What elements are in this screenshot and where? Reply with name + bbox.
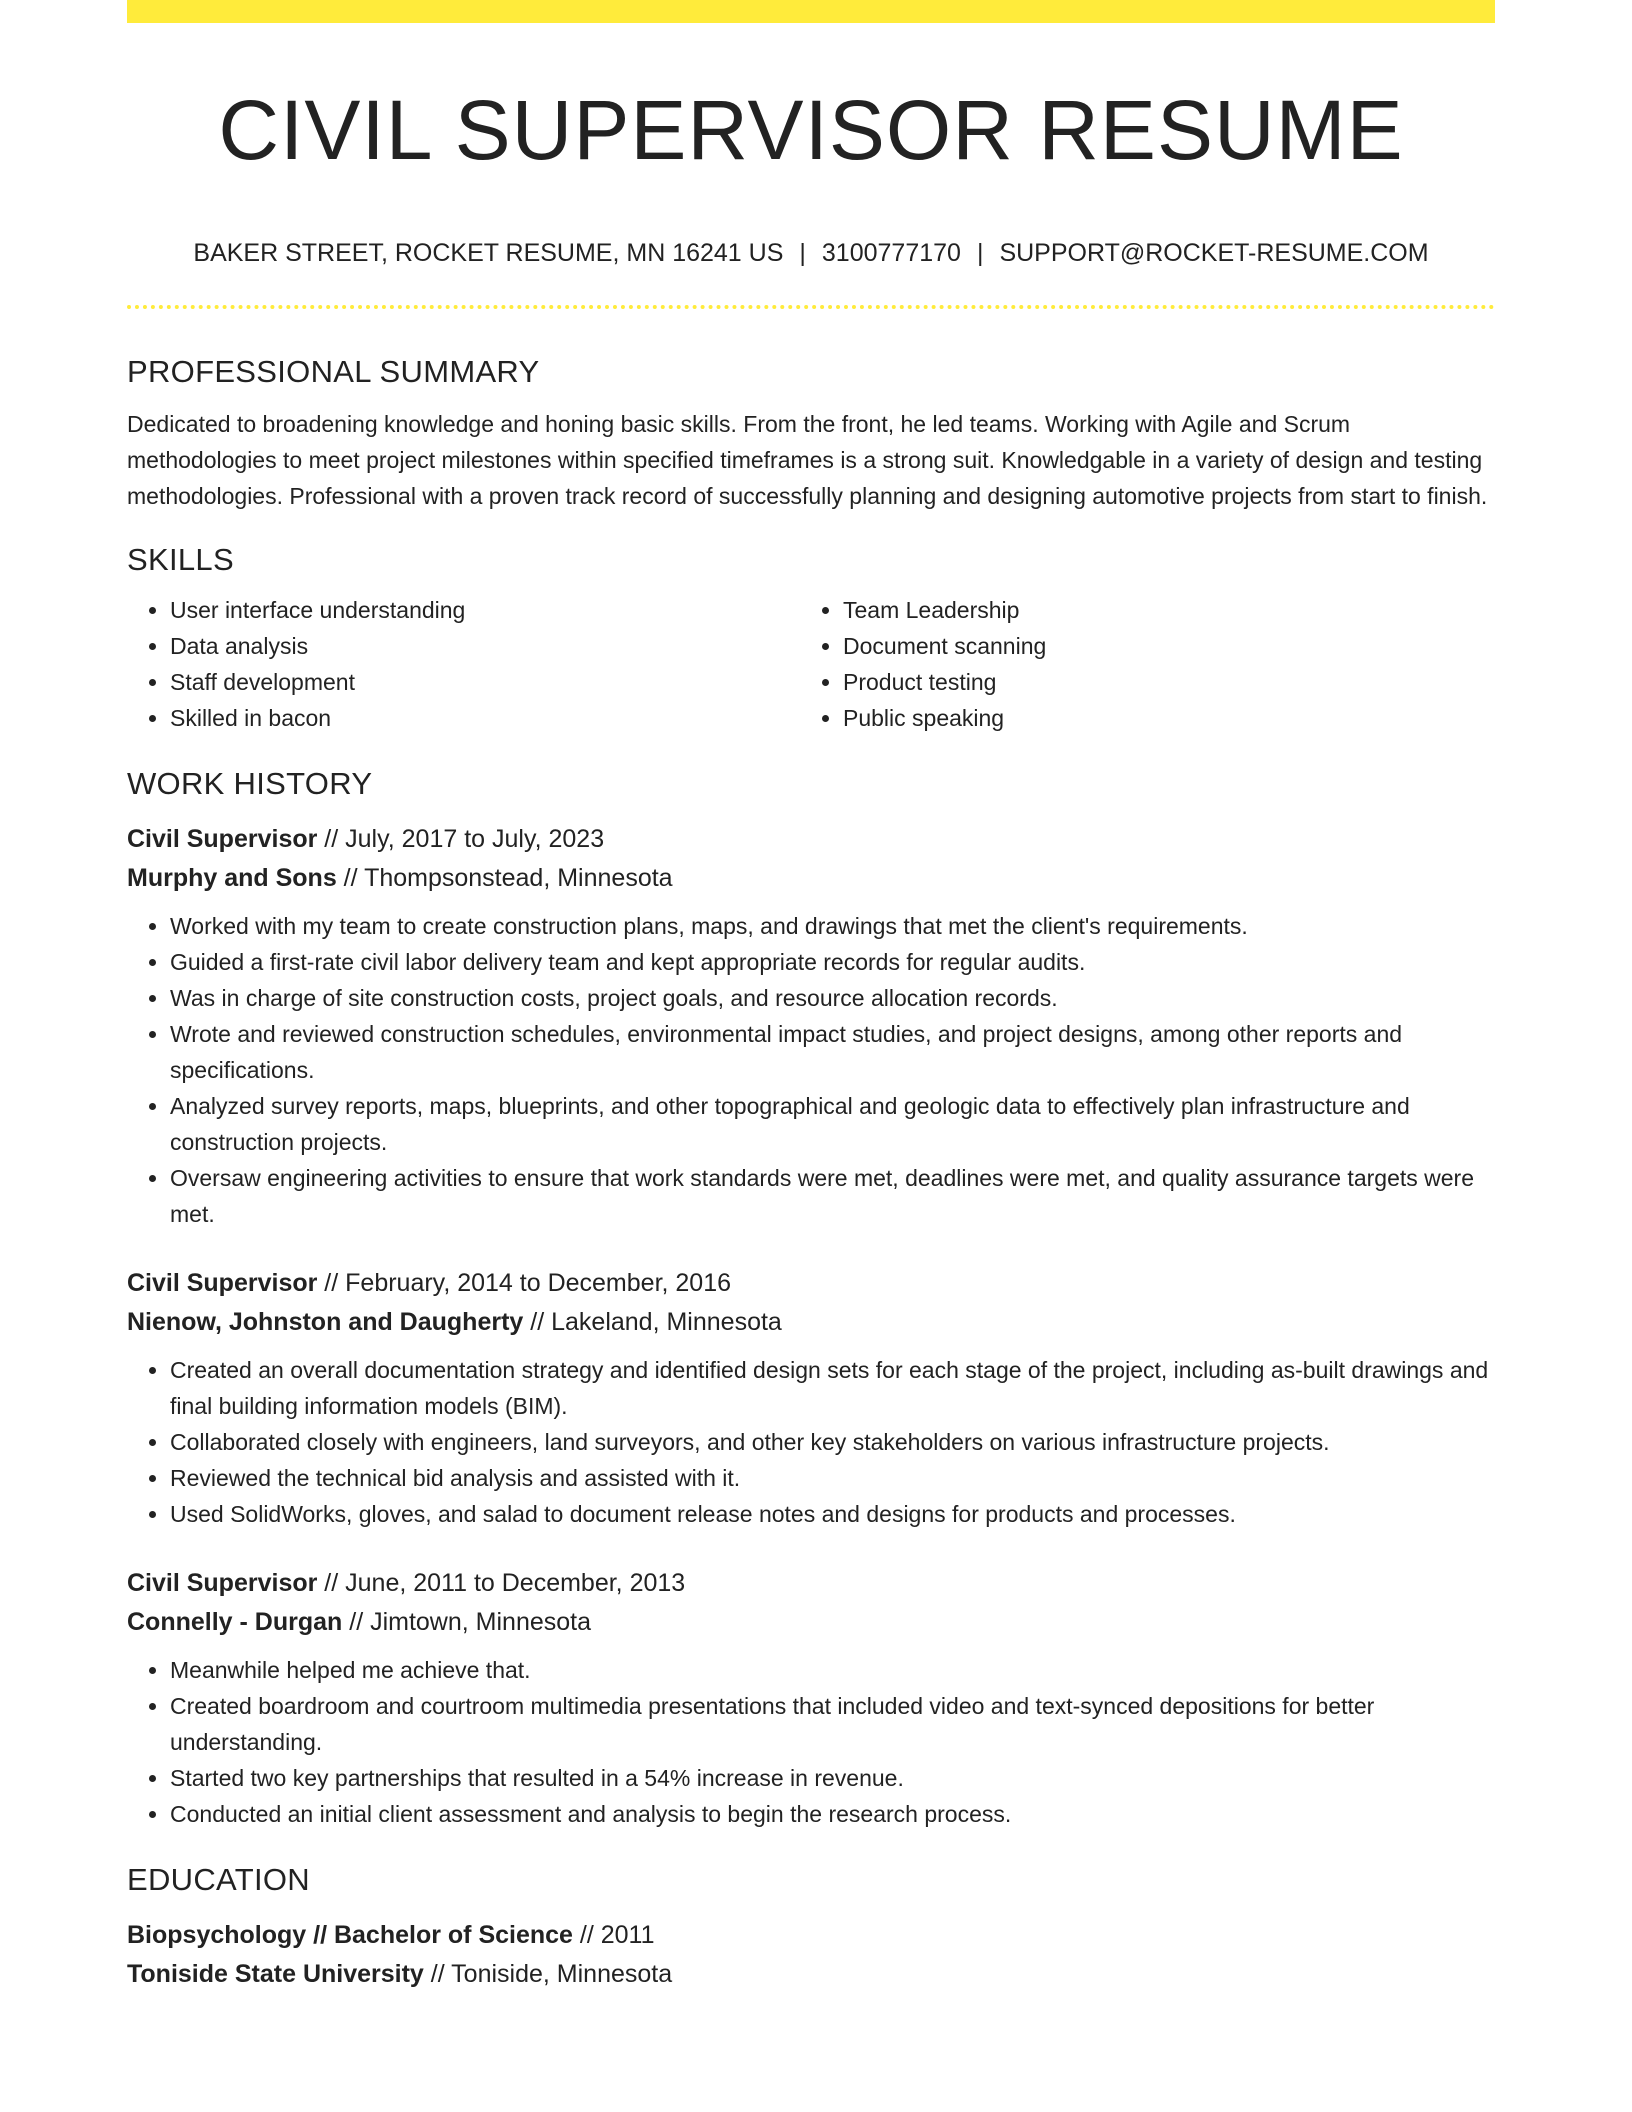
skill-item: • Data analysis [170,628,800,664]
summary-heading: PROFESSIONAL SUMMARY [127,354,540,389]
job-dates: // July, 2017 to July, 2023 [317,825,605,853]
duty-item: • Guided a first-rate civil labor delivery team and kept appropriate records for regular audits. [170,944,1495,980]
duty-item: • Meanwhile helped me achieve that. [170,1652,1495,1688]
duty-item: • Analyzed survey reports, maps, blueprints, and other topographical and geologic data to effectively plan infrastructure and construction projects. [170,1088,1495,1160]
contact-address: BAKER STREET, ROCKET RESUME, MN 16241 US [193,239,784,267]
education-degree: Biopsychology // Bachelor of Science [127,1921,573,1949]
skills-list-right [800,592,1473,736]
job-title-line [127,1564,1495,1603]
job-location: // Thompsonstead, Minnesota [336,864,673,892]
duty-item: • Collaborated closely with engineers, land surveyors, and other key stakeholders on various infrastructure projects. [170,1424,1495,1460]
education-degree-line [127,1916,1495,1955]
education-entry [127,1916,1495,1994]
resume-title: CIVIL SUPERVISOR RESUME [218,83,1404,177]
duty-item: • Conducted an initial client assessment and analysis to begin the research process. [170,1796,1495,1832]
contact-separator: | [799,239,806,267]
job-company-line [127,1603,1495,1642]
skill-item: • Product testing [843,664,1473,700]
duty-item: • Oversaw engineering activities to ensure that work standards were met, deadlines were met, and quality assurance targets were met. [170,1160,1495,1232]
skills-columns [127,592,1495,736]
dotted-divider [127,305,1495,309]
job-entry [127,1564,1495,1832]
job-company-line [127,1303,1495,1342]
job-company: Nienow, Johnston and Daugherty [127,1308,524,1336]
work-section [127,764,1495,1832]
skill-item: • Document scanning [843,628,1473,664]
skills-list-left [127,592,800,736]
contact-email: SUPPORT@ROCKET-RESUME.COM [999,239,1429,267]
duty-item: • Started two key partnerships that resulted in a 54% increase in revenue. [170,1760,1495,1796]
contact-phone: 3100777170 [821,239,961,267]
job-entry [127,820,1495,1232]
skills-section [127,540,1495,736]
skill-item: • User interface understanding [170,592,800,628]
education-year: // 2011 [572,1921,655,1949]
duty-item: • Worked with my team to create construction plans, maps, and drawings that met the client's requirements. [170,908,1495,944]
job-company: Connelly - Durgan [127,1608,343,1636]
summary-section [127,352,1495,514]
job-location: // Lakeland, Minnesota [523,1308,782,1336]
skill-item: • Team Leadership [843,592,1473,628]
duty-item: • Used SolidWorks, gloves, and salad to document release notes and designs for products and processes. [170,1496,1495,1532]
job-company: Murphy and Sons [127,864,337,892]
job-dates: // February, 2014 to December, 2016 [317,1269,732,1297]
skills-heading: SKILLS [127,542,234,577]
duty-item: • Reviewed the technical bid analysis and assisted with it. [170,1460,1495,1496]
job-duties [127,1652,1495,1832]
work-heading: WORK HISTORY [127,766,373,801]
education-heading: EDUCATION [127,1862,310,1897]
education-section [127,1860,1495,1994]
job-company-line [127,859,1495,898]
job-title: Civil Supervisor [127,1569,318,1597]
duty-item: • Created boardroom and courtroom multimedia presentations that included video and text-synced depositions for better understanding. [170,1688,1495,1760]
education-location: // Toniside, Minnesota [423,1960,673,1988]
skill-item: • Skilled in bacon [170,700,800,736]
accent-top-bar [127,0,1495,23]
education-school-line [127,1955,1495,1994]
education-school: Toniside State University [127,1960,424,1988]
job-title: Civil Supervisor [127,1269,318,1297]
job-duties [127,1352,1495,1532]
contact-line [127,236,1495,270]
duty-item: • Wrote and reviewed construction schedules, environmental impact studies, and project designs, among other reports and specifications. [170,1016,1495,1088]
contact-separator: | [976,239,984,267]
duty-item: • Was in charge of site construction costs, project goals, and resource allocation records. [170,980,1495,1016]
job-title: Civil Supervisor [127,825,318,853]
job-title-line [127,820,1495,859]
resume-body [127,352,1495,1994]
job-title-line [127,1264,1495,1303]
skill-item: • Public speaking [843,700,1473,736]
job-dates: // June, 2011 to December, 2013 [317,1569,686,1597]
job-entry [127,1264,1495,1532]
skill-item: • Staff development [170,664,800,700]
job-duties [127,908,1495,1232]
summary-text: Dedicated to broadening knowledge and honing basic skills. From the front, he led teams. Working with Agile and Scrum methodologies to meet project milestones within specified timeframes is a strong suit. Knowledgable in a variety of design and testing methodologies. Professional with a proven track record of successfully planning and designing automotive projects from start to finish. [127,411,1488,509]
job-location: // Jimtown, Minnesota [342,1608,592,1636]
duty-item: • Created an overall documentation strategy and identified design sets for each stage of the project, including as-built drawings and final building information models (BIM). [170,1352,1495,1424]
